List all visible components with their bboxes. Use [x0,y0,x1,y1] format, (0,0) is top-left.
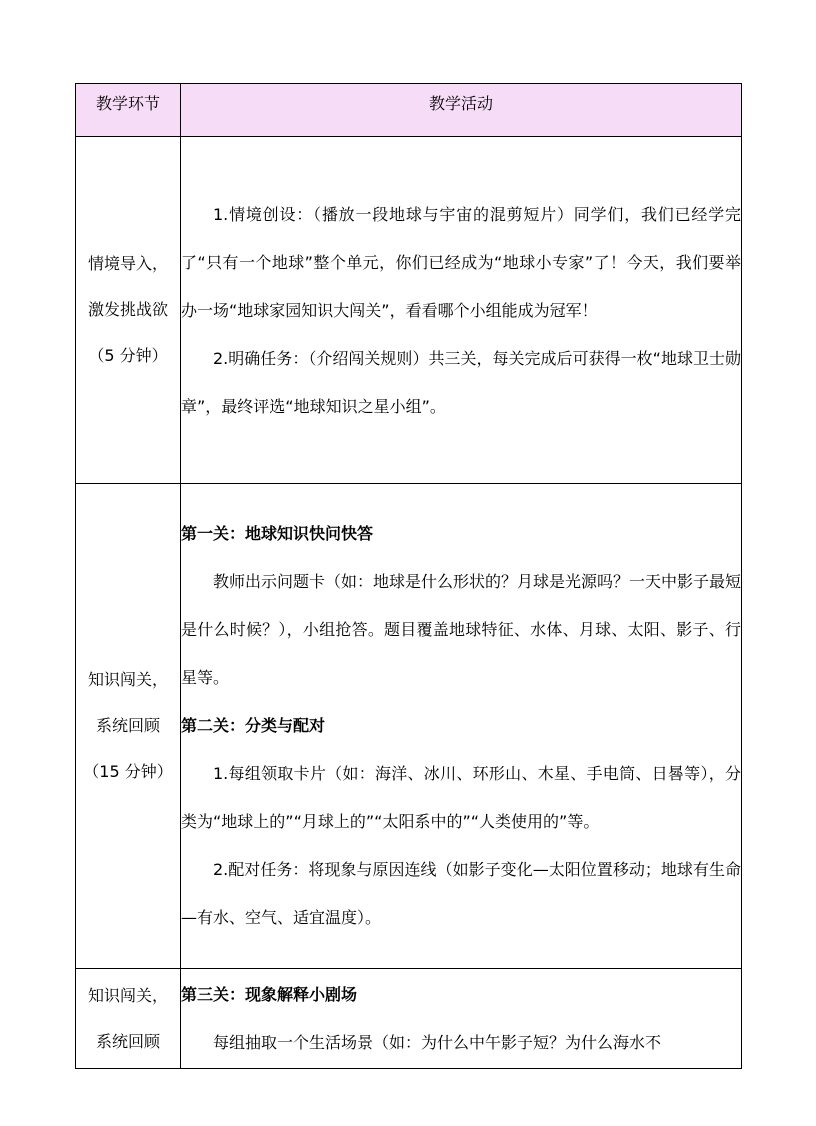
section-title: 第三关：现象解释小剧场 [181,984,358,1004]
activity-cell [181,969,742,1069]
activity-cell [181,137,742,484]
table-header-row [76,84,742,137]
stage-line: 系统回顾 [95,1031,160,1051]
stage-cell [76,137,181,484]
stage-line: （5 分钟） [88,346,168,365]
table-row [76,969,742,1069]
activity-paragraph: 1.情境创设：（播放一段地球与宇宙的混剪短片）同学们，我们已经学完了“只有一个地球”整个单元，你们已经成为“地球小专家”了！今天，我们要举办一场“地球家园知识大闯关”，看看哪个小组能成为冠军！ [181,204,741,320]
header-activity: 教学活动 [181,84,742,137]
activity-paragraph: 2.配对任务：将现象与原因连线（如影子变化—太阳位置移动；地球有生命—有水、空气、适宜温度）。 [181,860,741,927]
stage-line: 情境导入， [87,254,168,273]
activity-cell [181,484,742,969]
section-title: 第一关：地球知识快问快答 [181,524,374,543]
header-stage: 教学环节 [76,84,181,137]
activity-paragraph: 1.每组领取卡片（如：海洋、冰川、环形山、木星、手电筒、日晷等），分类为“地球上的”“月球上的”“太阳系中的”“人类使用的”等。 [181,764,741,831]
activity-paragraph: 每组抽取一个生活场景（如：为什么中午影子短？为什么海水不 [213,1032,662,1052]
stage-cell [76,969,181,1069]
stage-line: 知识闯关， [87,670,168,689]
section-title: 第二关：分类与配对 [181,716,326,735]
stage-line: 系统回顾 [95,716,160,735]
table-row [76,137,742,484]
stage-cell [76,484,181,969]
lesson-plan-table [75,83,742,1069]
activity-paragraph: 教师出示问题卡（如：地球是什么形状的？月球是光源吗？一天中影子最短是什么时候？），小组抢答。题目覆盖地球特征、水体、月球、太阳、影子、行星等。 [181,572,742,687]
stage-line: （15 分钟） [83,762,173,781]
stage-line: 激发挑战欲 [87,300,168,319]
activity-paragraph: 2.明确任务：（介绍闯关规则）共三关，每关完成后可获得一枚“地球卫士勋章”，最终评选“地球知识之星小组”。 [181,348,741,416]
stage-line: 知识闯关， [87,985,168,1005]
table-row [76,484,742,969]
